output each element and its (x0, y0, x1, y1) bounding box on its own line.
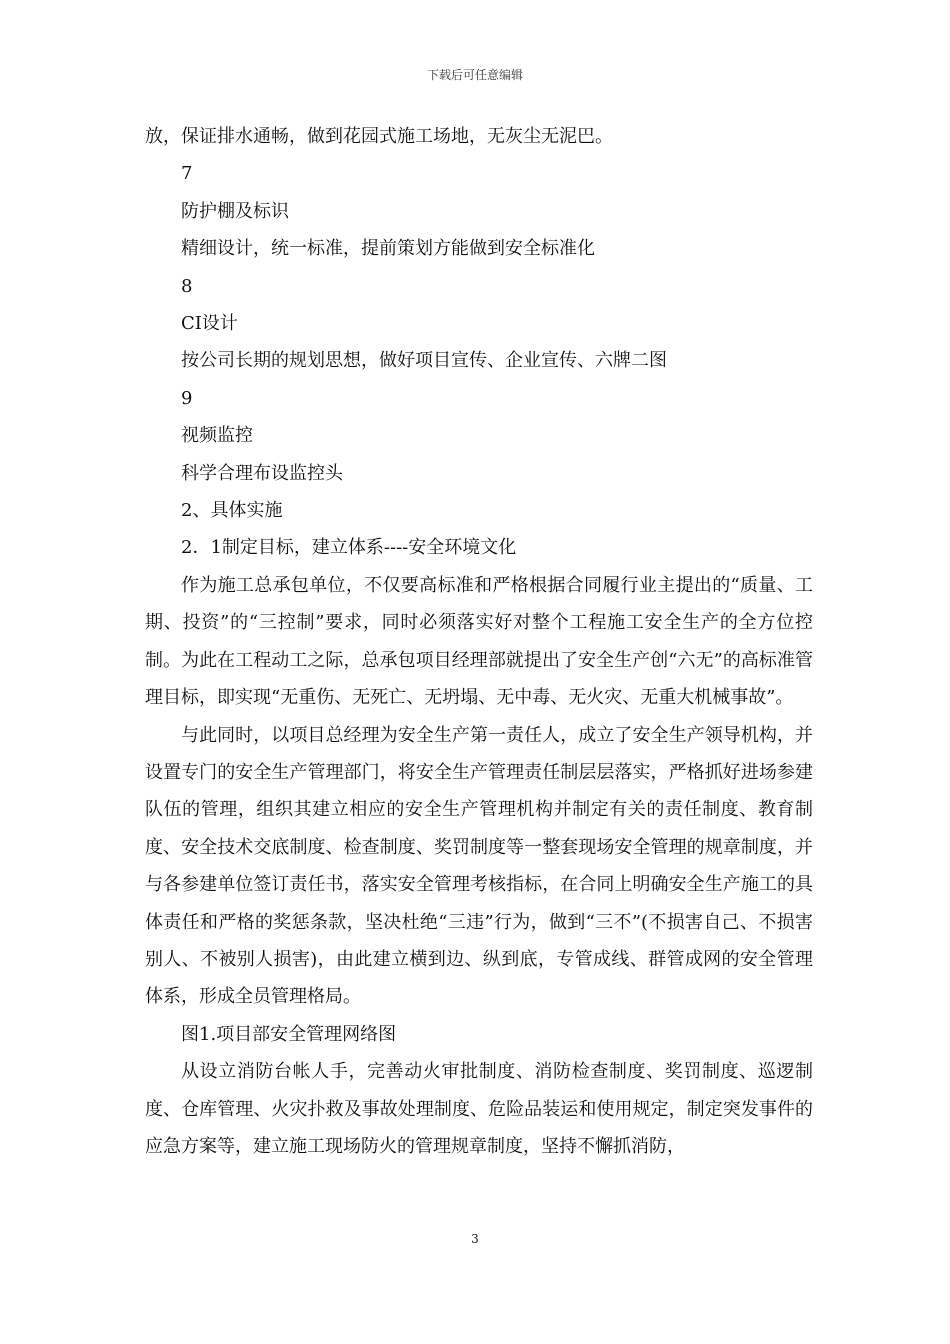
body-paragraph: 作为施工总承包单位，不仅要高标准和严格根据合同履行业主提出的“质量、工期、投资”的“三控制”要求，同时必须落实好对整个工程施工安全生产的全方位控制。为此在工程动工之际，总承包项目经理部就提出了安全生产创“六无”的高标准管理目标，即实现“无重伤、无死亡、无坍塌、无中毒、无火灾、无重大机械事故”。 (145, 574, 813, 709)
body-paragraph: 从设立消防台帐人手，完善动火审批制度、消防检查制度、奖罚制度、巡逻制度、仓库管理、火灾扑救及事故处理制度、危险品装运和使用规定，制定突发事件的应急方案等，建立施工现场防火的管理规章制度，坚持不懈抓消防， (145, 1061, 813, 1157)
item-title-video-monitoring: 视频监控 (181, 425, 253, 447)
item-number-8: 8 (181, 275, 193, 297)
figure-caption: 图1.项目部安全管理网络图 (181, 1023, 397, 1045)
body-paragraph: 与此同时，以项目总经理为安全生产第一责任人，成立了安全生产领导机构，并设置专门的安全生产管理部门，将安全生产管理责任制层层落实，严格抓好进场参建队伍的管理，组织其建立相应的安全生产管理机构并制定有关的责任制度、教育制度、安全技术交底制度、检查制度、奖罚制度等一整套现场安全管理的规章制度，并与各参建单位签订责任书，落实安全管理考核指标，在合同上明确安全生产施工的具体责任和严格的奖惩条款，坚决杜绝“三违”行为，做到“三不”(不损害自己、不损害别人、不被别人损害)，由此建立横到边、纵到底，专管成线、群管成网的安全管理体系，形成全员管理格局。 (145, 724, 813, 1008)
item-number-9: 9 (181, 387, 193, 409)
item-title-protective-shed: 防护棚及标识 (181, 200, 289, 222)
page-header: 下载后可任意编辑 (426, 68, 523, 82)
paragraph-continuation: 放，保证排水通畅，做到花园式施工场地，无灰尘无泥巴。 (145, 126, 613, 147)
section-heading: 2、具体实施 (181, 500, 283, 522)
document-body (145, 118, 813, 1165)
page-number: 3 (471, 1232, 479, 1246)
item-desc-ci-design: 按公司长期的规划思想，做好项目宣传、企业宣传、六牌二图 (181, 350, 667, 372)
subsection-heading: 2．1制定目标，建立体系----安全环境文化 (181, 537, 517, 559)
item-desc-video-monitoring: 科学合理布设监控头 (181, 462, 343, 484)
item-desc-protective-shed: 精细设计，统一标准，提前策划方能做到安全标准化 (181, 238, 595, 260)
item-number-7: 7 (181, 163, 193, 185)
item-title-ci-design: CI设计 (181, 313, 238, 335)
